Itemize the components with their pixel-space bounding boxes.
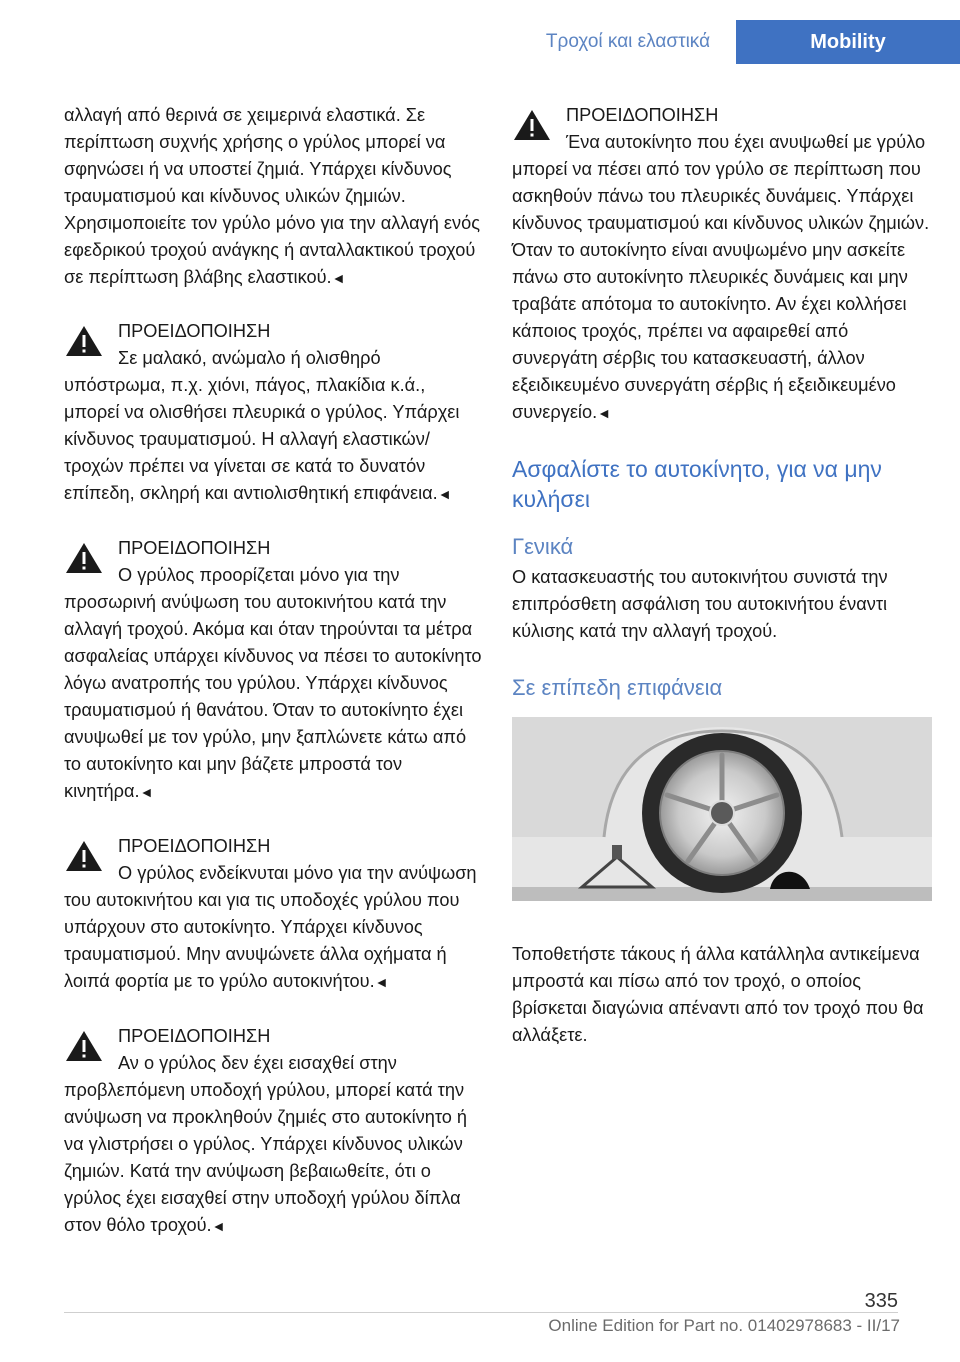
intro-paragraph: αλλαγή από θερινά σε χειμερινά ελαστικά. Σε περίπτωση συχνής χρήσης ο γρύλος μπορεί να σφηνώσει ή να υποστεί ζημιά. Υπάρχει κίνδυνος τραυματισμού και κίνδυνος υλικών ζημιών. Χρησιμοποιείτε τον γρύλο μόνο για την αλλαγή ενός εφεδρικού τροχού ανάγκης ή ανταλλακτικού τροχού σε περίπτωση βλάβης ελαστικού.◄ <box>64 105 480 287</box>
warning-title: ΠΡΟΕΙΔΟΠΟΙΗΣΗ <box>118 836 271 856</box>
end-mark: ◄ <box>331 270 346 286</box>
end-mark: ◄ <box>437 486 452 502</box>
page-header <box>0 0 960 68</box>
end-mark: ◄ <box>597 405 611 421</box>
left-column <box>64 102 484 1267</box>
end-mark: ◄ <box>374 974 389 990</box>
warning-block-5 <box>512 102 932 427</box>
car-wheel-image <box>512 717 932 901</box>
subheading-general: Γενικά <box>512 534 574 559</box>
footer-divider <box>64 1312 898 1313</box>
warning-block-4 <box>64 1023 484 1240</box>
warning-text: Ο γρύλος προορίζεται μόνο για την προσωρινή ανύψωση του αυτοκινήτου κατά την αλλαγή τροχού. Ακόμα και όταν τηρούνται τα μέτρα ασφαλείας υπάρχει κίνδυνος να πέσει το αυτοκίνητο λόγω ανατροπής του γρύλου. Υπάρχει κίνδυνος τραυματισμού ή θανάτου. Όταν το αυτοκίνητο έχει ανυψωθεί με τον γρύλο, μην ξαπλώνετε κάτω από το αυτοκίνητο και μην βάζετε μπροστά τον κινητήρα. <box>64 565 482 801</box>
warning-title: ΠΡΟΕΙΔΟΠΟΙΗΣΗ <box>118 538 271 558</box>
section-title: Τροχοί και ελαστικά <box>545 31 711 52</box>
general-paragraph: Ο κατασκευαστής του αυτοκινήτου συνιστά την επιπρόσθετη ασφάλιση του αυτοκινήτου έναντι κύλισης κατά την αλλαγή τροχού. <box>512 567 888 641</box>
warning-triangle-icon <box>64 324 104 358</box>
end-mark: ◄ <box>139 784 154 800</box>
warning-triangle-icon <box>64 541 104 575</box>
warning-title: ΠΡΟΕΙΔΟΠΟΙΗΣΗ <box>118 321 271 341</box>
warning-triangle-icon <box>64 1029 104 1063</box>
warning-text: Ο γρύλος ενδείκνυται μόνο για την ανύψωση του αυτοκινήτου και για τις υποδοχές γρύλου που υπάρχουν στο αυτοκίνητο. Υπάρχει κίνδυνος τραυματισμού. Μην ανυψώνετε άλλα οχήματα ή λοιπά φορτία με το γρύλο αυτοκινήτου. <box>64 863 477 991</box>
warning-title: ΠΡΟΕΙΔΟΠΟΙΗΣΗ <box>118 1026 271 1046</box>
warning-text: Αν ο γρύλος δεν έχει εισαχθεί στην προβλεπόμενη υποδοχή γρύλου, μπορεί κατά την ανύψωση να προκληθούν ζημιές στο αυτοκίνητο ή να γλιστρήσει ο γρύλος. Υπάρχει κίνδυνος υλικών ζημιών. Κατά την ανύψωση βεβαιωθείτε, ότι ο γρύλος έχει εισαχθεί στην υποδοχή γρύλου δίπλα στον θόλο τροχού. <box>64 1053 468 1235</box>
warning-text: Ένα αυτοκίνητο που έχει ανυψωθεί με γρύλο μπορεί να πέσει από τον γρύλο σε περίπτωση που ασκηθούν πάνω του πλευρικές δυνάμεις. Υπάρχει κίνδυνος τραυματισμού και κίνδυνος υλικών ζημιών. Όταν το αυτοκίνητο είναι ανυψωμένο μην ασκείτε πάνω στο αυτοκίνητο πλευρικές δυνάμεις και μην τραβάτε απότομα το αυτοκίνητο. Αν έχει κολλήσει κάποιος τροχός, πρέπει να αφαιρεθεί από συνεργάτη σέρβις του κατασκευαστή, άλλον εξειδικευμένο συνεργάτη σέρβις ή εξειδικευμένο συνεργείο. <box>512 132 930 422</box>
edition-footer: Online Edition for Part no. 01402978683 - II/17 <box>548 1316 900 1335</box>
right-column <box>512 102 932 1075</box>
end-mark: ◄ <box>211 1218 226 1234</box>
warning-block-2 <box>64 535 484 806</box>
page-number: 335 <box>864 1290 898 1312</box>
chapter-tab: Mobility <box>736 20 960 64</box>
warning-triangle-icon <box>64 839 104 873</box>
subheading-flat-surface: Σε επίπεδη επιφάνεια <box>512 675 723 700</box>
warning-triangle-icon <box>512 108 552 142</box>
warning-block-3 <box>64 833 484 996</box>
warning-title: ΠΡΟΕΙΔΟΠΟΙΗΣΗ <box>566 105 719 125</box>
wheel-chock-illustration <box>512 717 932 901</box>
warning-text: Σε μαλακό, ανώμαλο ή ολισθηρό υπόστρωμα, π.χ. χιόνι, πάγος, πλακίδια κ.ά., μπορεί να ολισθήσει πλευρικά ο γρύλος. Υπάρχει κίνδυνος τραυματισμού. Η αλλαγή ελαστικών/τροχών πρέπει να γίνεται σε κατά το δυνατόν επίπεδη, σκληρή και αντιολισθητική επιφάνεια. <box>64 348 460 503</box>
warning-block-1 <box>64 318 484 508</box>
flat-surface-paragraph: Τοποθετήστε τάκους ή άλλα κατάλληλα αντικείμενα μπροστά και πίσω από τον τροχό, ο οποίος βρίσκεται διαγώνια απέναντι από τον τροχό που θα αλλάξετε. <box>512 944 924 1045</box>
section-heading: Ασφαλίστε το αυτοκίνητο, για να μην κυλήσει <box>512 456 882 512</box>
